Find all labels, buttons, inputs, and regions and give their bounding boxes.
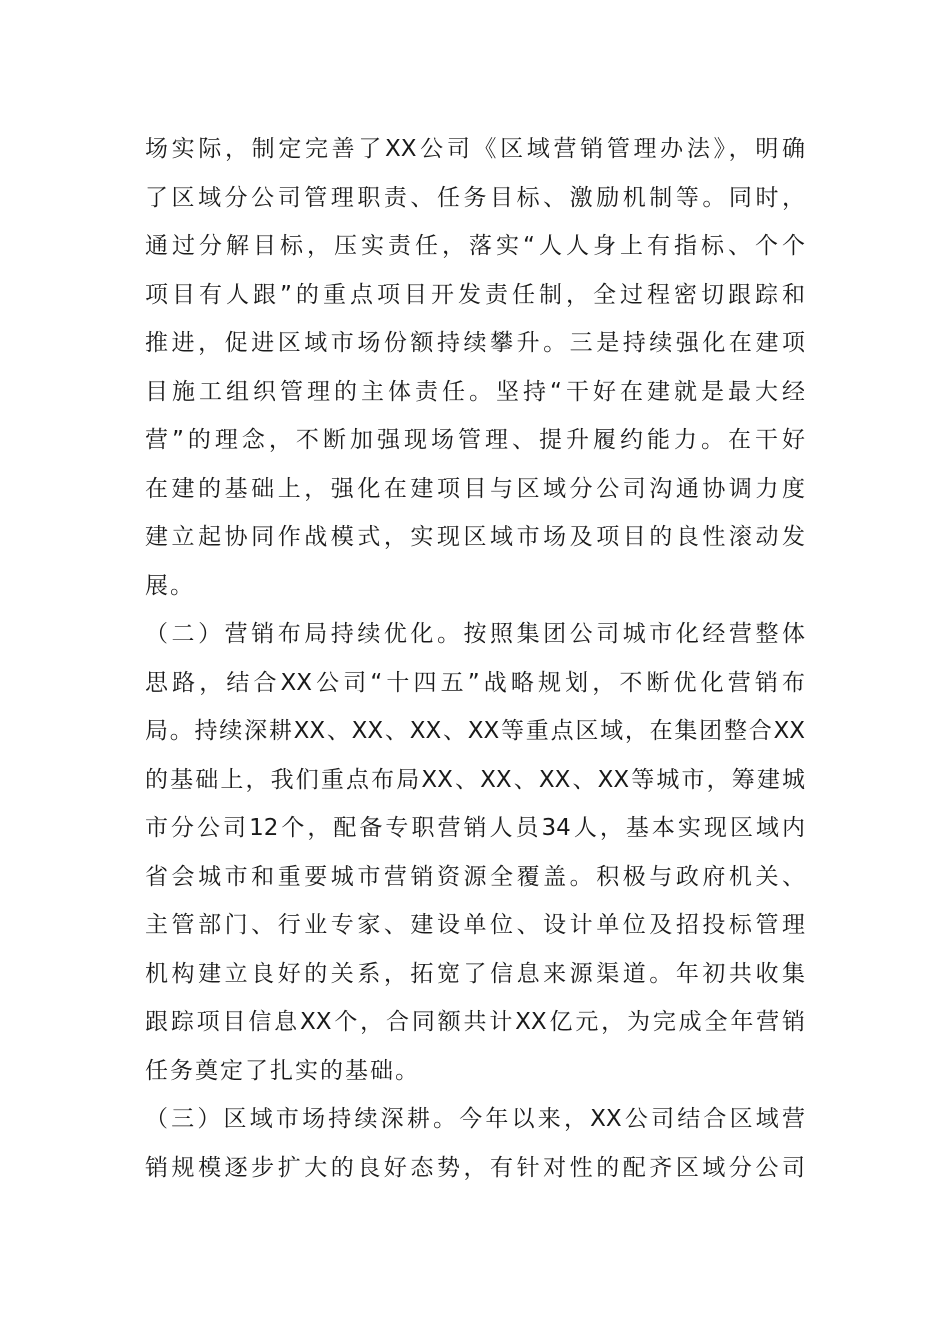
section-heading-line: （二）营销布局持续优化。按照集团公司城市化经营整体 bbox=[145, 621, 805, 647]
text-line: 市分公司12个，配备专职营销人员34人，基本实现区域内 bbox=[145, 815, 805, 841]
text-line: 跟踪项目信息XX个，合同额共计XX亿元，为完成全年营销 bbox=[145, 1009, 805, 1035]
text-line: 展。 bbox=[145, 572, 195, 599]
text-line: 局。持续深耕XX、XX、XX、XX等重点区域，在集团整合XX bbox=[145, 718, 805, 744]
section-heading-line: （三）区域市场持续深耕。今年以来，XX公司结合区域营 bbox=[145, 1106, 805, 1132]
text-line: 在建的基础上，强化在建项目与区域分公司沟通协调力度 bbox=[145, 475, 805, 502]
body-text bbox=[145, 125, 805, 1192]
text-line: 建立起协同作战模式，实现区域市场及项目的良性滚动发 bbox=[145, 524, 805, 550]
text-line: 目施工组织管理的主体责任。坚持“干好在建就是最大经 bbox=[145, 378, 805, 405]
text-line: 的基础上，我们重点布局XX、XX、XX、XX等城市，筹建城 bbox=[145, 766, 805, 793]
text-line: 主管部门、行业专家、建设单位、设计单位及招投标管理 bbox=[145, 912, 805, 938]
text-line: 项目有人跟”的重点项目开发责任制，全过程密切跟踪和 bbox=[145, 281, 805, 308]
text-line: 营”的理念，不断加强现场管理、提升履约能力。在干好 bbox=[145, 427, 805, 453]
text-line: 场实际，制定完善了XX公司《区域营销管理办法》，明确 bbox=[145, 136, 805, 162]
text-line: 省会城市和重要城市营销资源全覆盖。积极与政府机关、 bbox=[145, 863, 805, 890]
text-line: 推进，促进区域市场份额持续攀升。三是持续强化在建项 bbox=[145, 330, 805, 356]
text-line: 通过分解目标，压实责任，落实“人人身上有指标、个个 bbox=[145, 233, 805, 259]
text-line: 机构建立良好的关系，拓宽了信息来源渠道。年初共收集 bbox=[145, 960, 805, 987]
text-line: 思路，结合XX公司“十四五”战略规划，不断优化营销布 bbox=[145, 669, 805, 696]
text-line: 任务奠定了扎实的基础。 bbox=[145, 1057, 420, 1084]
text-line: 销规模逐步扩大的良好态势，有针对性的配齐区域分公司 bbox=[145, 1154, 805, 1181]
text-line: 了区域分公司管理职责、任务目标、激励机制等。同时， bbox=[145, 184, 805, 211]
